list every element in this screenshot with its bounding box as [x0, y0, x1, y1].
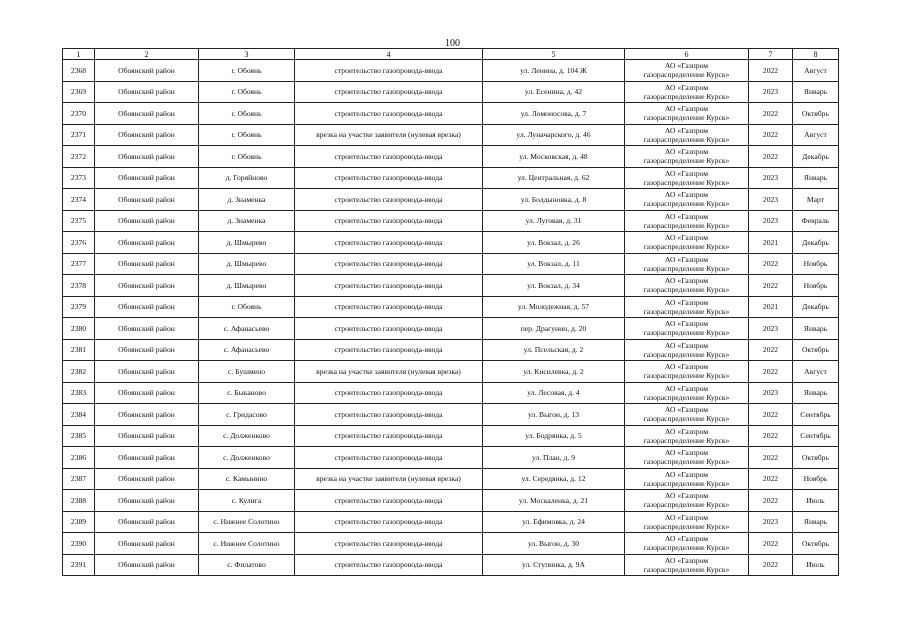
address-cell: ул. Московская, д. 48	[483, 146, 625, 168]
organization-line-1: АО «Газпром	[664, 61, 709, 71]
work-type-cell: строительство газопровода-ввода	[295, 253, 483, 275]
locality-cell: с. Быканово	[199, 382, 295, 404]
month-cell: Август	[793, 361, 839, 383]
month-cell: Ноябрь	[793, 468, 839, 490]
table-row	[63, 167, 839, 189]
row-number-cell: 2375	[63, 210, 95, 232]
table-row	[63, 490, 839, 512]
organization-line-2: газораспределение Курск»	[643, 242, 730, 252]
table-row	[63, 511, 839, 533]
row-number-cell: 2391	[63, 554, 95, 576]
page-number: 100	[445, 38, 460, 49]
month-cell: Декабрь	[793, 232, 839, 254]
work-type-cell: строительство газопровода-ввода	[295, 447, 483, 469]
month-cell: Сентябрь	[793, 425, 839, 447]
month-cell: Август	[793, 60, 839, 82]
month-cell: Декабрь	[793, 296, 839, 318]
organization-line-1: АО «Газпром	[664, 168, 709, 178]
month-cell: Ноябрь	[793, 275, 839, 297]
address-cell: ул. Вокзал, д. 26	[483, 232, 625, 254]
work-type-cell: строительство газопровода-ввода	[295, 167, 483, 189]
organization-line-1: АО «Газпром	[664, 362, 709, 372]
month-cell: Январь	[793, 382, 839, 404]
row-number-cell: 2374	[63, 189, 95, 211]
table-row	[63, 533, 839, 555]
row-number-cell: 2383	[63, 382, 95, 404]
row-number-cell: 2384	[63, 404, 95, 426]
table-row	[63, 103, 839, 125]
year-cell: 2022	[749, 554, 793, 576]
address-cell: ул. Выгон, д. 30	[483, 533, 625, 555]
year-cell: 2021	[749, 232, 793, 254]
address-cell: ул. Центральная, д. 62	[483, 167, 625, 189]
year-cell: 2022	[749, 447, 793, 469]
district-cell: Обоянский район	[95, 554, 199, 576]
row-number-cell: 2387	[63, 468, 95, 490]
year-cell: 2023	[749, 511, 793, 533]
locality-cell: с. Нижнее Солотино	[199, 533, 295, 555]
month-cell: Сентябрь	[793, 404, 839, 426]
locality-cell: д. Шмырево	[199, 232, 295, 254]
organization-cell	[625, 296, 749, 318]
organization-line-2: газораспределение Курск»	[643, 521, 730, 531]
work-type-cell: строительство газопровода-ввода	[295, 210, 483, 232]
address-cell: ул. Ефимовка, д. 24	[483, 511, 625, 533]
district-cell: Обоянский район	[95, 425, 199, 447]
year-cell: 2022	[749, 60, 793, 82]
work-type-cell: строительство газопровода-ввода	[295, 232, 483, 254]
organization-line-2: газораспределение Курск»	[643, 285, 730, 295]
column-header: 4	[295, 49, 483, 60]
district-cell: Обоянский район	[95, 447, 199, 469]
organization-cell	[625, 554, 749, 576]
table-row	[63, 468, 839, 490]
organization-line-1: АО «Газпром	[664, 233, 709, 243]
organization-line-2: газораспределение Курск»	[643, 478, 730, 488]
table-row	[63, 210, 839, 232]
locality-cell: с. Кулига	[199, 490, 295, 512]
table-row	[63, 146, 839, 168]
organization-line-2: газораспределение Курск»	[643, 263, 730, 273]
locality-cell: с. Гридасово	[199, 404, 295, 426]
address-cell: ул. Вокзал, д. 11	[483, 253, 625, 275]
organization-line-1: АО «Газпром	[664, 491, 709, 501]
month-cell: Ноябрь	[793, 253, 839, 275]
table-row	[63, 554, 839, 576]
district-cell: Обоянский район	[95, 124, 199, 146]
work-type-cell: строительство газопровода-ввода	[295, 146, 483, 168]
organization-line-1: АО «Газпром	[664, 297, 709, 307]
district-cell: Обоянский район	[95, 253, 199, 275]
organization-cell	[625, 533, 749, 555]
locality-cell: с. Бушмено	[199, 361, 295, 383]
address-cell: ул. Кисилевка, д. 2	[483, 361, 625, 383]
row-number-cell: 2368	[63, 60, 95, 82]
row-number-cell: 2378	[63, 275, 95, 297]
organization-line-1: АО «Газпром	[664, 190, 709, 200]
row-number-cell: 2385	[63, 425, 95, 447]
work-type-cell: строительство газопровода-ввода	[295, 511, 483, 533]
year-cell: 2023	[749, 210, 793, 232]
year-cell: 2023	[749, 318, 793, 340]
row-number-cell: 2377	[63, 253, 95, 275]
work-type-cell: врезка на участке заявителя (нулевая врезка)	[295, 361, 483, 383]
organization-line-1: АО «Газпром	[664, 211, 709, 221]
work-type-cell: строительство газопровода-ввода	[295, 60, 483, 82]
address-cell: ул. Середянка, д. 12	[483, 468, 625, 490]
work-type-cell: строительство газопровода-ввода	[295, 554, 483, 576]
organization-line-2: газораспределение Курск»	[643, 199, 730, 209]
table-row	[63, 232, 839, 254]
organization-cell	[625, 275, 749, 297]
organization-line-1: АО «Газпром	[664, 426, 709, 436]
locality-cell: г. Обоянь	[199, 103, 295, 125]
table-body	[63, 60, 839, 576]
district-cell: Обоянский район	[95, 167, 199, 189]
year-cell: 2022	[749, 404, 793, 426]
organization-cell	[625, 60, 749, 82]
address-cell: ул. Вокзал, д. 34	[483, 275, 625, 297]
table-row	[63, 404, 839, 426]
year-cell: 2022	[749, 490, 793, 512]
organization-line-2: газораспределение Курск»	[643, 414, 730, 424]
organization-cell	[625, 404, 749, 426]
locality-cell: г. Обоянь	[199, 146, 295, 168]
organization-cell	[625, 447, 749, 469]
year-cell: 2022	[749, 103, 793, 125]
address-cell: пер. Драгунин, д. 20	[483, 318, 625, 340]
work-type-cell: строительство газопровода-ввода	[295, 275, 483, 297]
table-row	[63, 124, 839, 146]
organization-cell	[625, 103, 749, 125]
organization-cell	[625, 318, 749, 340]
locality-cell: с. Афанасьево	[199, 339, 295, 361]
month-cell: Октябрь	[793, 447, 839, 469]
locality-cell: г. Обоянь	[199, 60, 295, 82]
work-type-cell: строительство газопровода-ввода	[295, 490, 483, 512]
work-type-cell: врезка на участке заявителя (нулевая врезка)	[295, 124, 483, 146]
year-cell: 2023	[749, 167, 793, 189]
work-type-cell: врезка на участке заявителя (нулевая врезка)	[295, 468, 483, 490]
month-cell: Июль	[793, 490, 839, 512]
year-cell: 2022	[749, 253, 793, 275]
organization-cell	[625, 124, 749, 146]
address-cell: ул. Болдыновка, д. 8	[483, 189, 625, 211]
organization-line-1: АО «Газпром	[664, 405, 709, 415]
organization-line-1: АО «Газпром	[664, 319, 709, 329]
district-cell: Обоянский район	[95, 189, 199, 211]
organization-line-2: газораспределение Курск»	[643, 500, 730, 510]
table-row	[63, 81, 839, 103]
table-row	[63, 318, 839, 340]
year-cell: 2022	[749, 146, 793, 168]
row-number-cell: 2373	[63, 167, 95, 189]
organization-line-2: газораспределение Курск»	[643, 70, 730, 80]
year-cell: 2023	[749, 382, 793, 404]
work-type-cell: строительство газопровода-ввода	[295, 189, 483, 211]
table-row	[63, 382, 839, 404]
month-cell: Январь	[793, 81, 839, 103]
organization-cell	[625, 490, 749, 512]
work-type-cell: строительство газопровода-ввода	[295, 339, 483, 361]
organization-line-1: АО «Газпром	[664, 104, 709, 114]
organization-line-1: АО «Газпром	[664, 254, 709, 264]
year-cell: 2021	[749, 296, 793, 318]
district-cell: Обоянский район	[95, 361, 199, 383]
table-row	[63, 275, 839, 297]
district-cell: Обоянский район	[95, 232, 199, 254]
row-number-cell: 2376	[63, 232, 95, 254]
column-header: 7	[749, 49, 793, 60]
year-cell: 2022	[749, 275, 793, 297]
organization-line-2: газораспределение Курск»	[643, 156, 730, 166]
row-number-cell: 2379	[63, 296, 95, 318]
organization-line-2: газораспределение Курск»	[643, 349, 730, 359]
organization-cell	[625, 81, 749, 103]
organization-line-2: газораспределение Курск»	[643, 134, 730, 144]
year-cell: 2022	[749, 124, 793, 146]
column-header: 6	[625, 49, 749, 60]
work-type-cell: строительство газопровода-ввода	[295, 382, 483, 404]
year-cell: 2022	[749, 339, 793, 361]
district-cell: Обоянский район	[95, 382, 199, 404]
address-cell: ул. Москаленка, д. 21	[483, 490, 625, 512]
address-cell: ул. Луначарского, д. 46	[483, 124, 625, 146]
month-cell: Январь	[793, 318, 839, 340]
district-cell: Обоянский район	[95, 81, 199, 103]
district-cell: Обоянский район	[95, 404, 199, 426]
organization-cell	[625, 167, 749, 189]
table-row	[63, 253, 839, 275]
work-type-cell: строительство газопровода-ввода	[295, 425, 483, 447]
year-cell: 2022	[749, 425, 793, 447]
row-number-cell: 2390	[63, 533, 95, 555]
organization-line-2: газораспределение Курск»	[643, 177, 730, 187]
table-row	[63, 425, 839, 447]
organization-cell	[625, 146, 749, 168]
table-row	[63, 60, 839, 82]
row-number-cell: 2386	[63, 447, 95, 469]
district-cell: Обоянский район	[95, 490, 199, 512]
district-cell: Обоянский район	[95, 468, 199, 490]
row-number-cell: 2370	[63, 103, 95, 125]
month-cell: Март	[793, 189, 839, 211]
organization-cell	[625, 468, 749, 490]
locality-cell: г. Обоянь	[199, 296, 295, 318]
gas-connection-table	[62, 48, 839, 576]
locality-cell: с. Нижнее Солотино	[199, 511, 295, 533]
district-cell: Обоянский район	[95, 210, 199, 232]
organization-line-1: АО «Газпром	[664, 276, 709, 286]
locality-cell: с. Афанасьево	[199, 318, 295, 340]
month-cell: Февраль	[793, 210, 839, 232]
locality-cell: г. Обоянь	[199, 124, 295, 146]
organization-line-1: АО «Газпром	[664, 383, 709, 393]
year-cell: 2023	[749, 81, 793, 103]
locality-cell: д. Знаменка	[199, 189, 295, 211]
row-number-cell: 2372	[63, 146, 95, 168]
organization-line-2: газораспределение Курск»	[643, 306, 730, 316]
row-number-cell: 2371	[63, 124, 95, 146]
organization-line-2: газораспределение Курск»	[643, 564, 730, 574]
district-cell: Обоянский район	[95, 318, 199, 340]
work-type-cell: строительство газопровода-ввода	[295, 103, 483, 125]
organization-cell	[625, 189, 749, 211]
organization-line-1: АО «Газпром	[664, 512, 709, 522]
table-row	[63, 296, 839, 318]
address-cell: ул. Молодежная, д. 57	[483, 296, 625, 318]
district-cell: Обоянский район	[95, 275, 199, 297]
district-cell: Обоянский район	[95, 146, 199, 168]
year-cell: 2022	[749, 361, 793, 383]
row-number-cell: 2388	[63, 490, 95, 512]
address-cell: ул. Луговая, д. 31	[483, 210, 625, 232]
address-cell: ул. Псельская, д. 2	[483, 339, 625, 361]
work-type-cell: строительство газопровода-ввода	[295, 81, 483, 103]
address-cell: ул. Лесовая, д. 4	[483, 382, 625, 404]
organization-line-2: газораспределение Курск»	[643, 113, 730, 123]
locality-cell: д. Горяйново	[199, 167, 295, 189]
organization-cell	[625, 425, 749, 447]
row-number-cell: 2381	[63, 339, 95, 361]
organization-cell	[625, 339, 749, 361]
organization-line-2: газораспределение Курск»	[643, 220, 730, 230]
organization-cell	[625, 511, 749, 533]
address-cell: ул. Ступинка, д. 9А	[483, 554, 625, 576]
month-cell: Январь	[793, 511, 839, 533]
district-cell: Обоянский район	[95, 533, 199, 555]
district-cell: Обоянский район	[95, 103, 199, 125]
organization-line-2: газораспределение Курск»	[643, 392, 730, 402]
column-header: 3	[199, 49, 295, 60]
month-cell: Октябрь	[793, 533, 839, 555]
work-type-cell: строительство газопровода-ввода	[295, 318, 483, 340]
month-cell: Декабрь	[793, 146, 839, 168]
locality-cell: с. Долженково	[199, 425, 295, 447]
column-header: 2	[95, 49, 199, 60]
locality-cell: с. Камынино	[199, 468, 295, 490]
organization-line-2: газораспределение Курск»	[643, 371, 730, 381]
address-cell: ул. Бодрянка, д. 5	[483, 425, 625, 447]
organization-cell	[625, 382, 749, 404]
district-cell: Обоянский район	[95, 296, 199, 318]
locality-cell: д. Шмырево	[199, 275, 295, 297]
row-number-cell: 2389	[63, 511, 95, 533]
table-row	[63, 447, 839, 469]
column-header: 8	[793, 49, 839, 60]
organization-line-1: АО «Газпром	[664, 448, 709, 458]
month-cell: Июль	[793, 554, 839, 576]
organization-line-1: АО «Газпром	[664, 125, 709, 135]
organization-line-1: АО «Газпром	[664, 469, 709, 479]
organization-cell	[625, 210, 749, 232]
organization-line-2: газораспределение Курск»	[643, 435, 730, 445]
work-type-cell: строительство газопровода-ввода	[295, 296, 483, 318]
organization-line-1: АО «Газпром	[664, 82, 709, 92]
address-cell: ул. Выгон, д. 13	[483, 404, 625, 426]
organization-line-2: газораспределение Курск»	[643, 328, 730, 338]
address-cell: ул. Есенина, д. 42	[483, 81, 625, 103]
row-number-cell: 2382	[63, 361, 95, 383]
year-cell: 2023	[749, 189, 793, 211]
organization-line-1: АО «Газпром	[664, 555, 709, 565]
organization-cell	[625, 253, 749, 275]
organization-line-2: газораспределение Курск»	[643, 457, 730, 467]
address-cell: ул. Ленина, д. 104 Ж	[483, 60, 625, 82]
organization-line-2: газораспределение Курск»	[643, 543, 730, 553]
locality-cell: д. Шмырево	[199, 253, 295, 275]
address-cell: ул. Ломоносова, д. 7	[483, 103, 625, 125]
locality-cell: с. Филатово	[199, 554, 295, 576]
work-type-cell: строительство газопровода-ввода	[295, 404, 483, 426]
district-cell: Обоянский район	[95, 339, 199, 361]
month-cell: Октябрь	[793, 339, 839, 361]
locality-cell: д. Знаменка	[199, 210, 295, 232]
organization-line-1: АО «Газпром	[664, 147, 709, 157]
organization-cell	[625, 232, 749, 254]
district-cell: Обоянский район	[95, 511, 199, 533]
locality-cell: с. Долженково	[199, 447, 295, 469]
row-number-cell: 2369	[63, 81, 95, 103]
organization-line-2: газораспределение Курск»	[643, 91, 730, 101]
column-header: 1	[63, 49, 95, 60]
district-cell: Обоянский район	[95, 60, 199, 82]
year-cell: 2022	[749, 468, 793, 490]
table-row	[63, 361, 839, 383]
year-cell: 2022	[749, 533, 793, 555]
work-type-cell: строительство газопровода-ввода	[295, 533, 483, 555]
table-header	[63, 49, 839, 60]
table-row	[63, 339, 839, 361]
month-cell: Октябрь	[793, 103, 839, 125]
month-cell: Август	[793, 124, 839, 146]
locality-cell: г. Обоянь	[199, 81, 295, 103]
organization-cell	[625, 361, 749, 383]
organization-line-1: АО «Газпром	[664, 534, 709, 544]
organization-line-1: АО «Газпром	[664, 340, 709, 350]
address-cell: ул. План, д. 9	[483, 447, 625, 469]
row-number-cell: 2380	[63, 318, 95, 340]
column-header: 5	[483, 49, 625, 60]
month-cell: Январь	[793, 167, 839, 189]
table-row	[63, 189, 839, 211]
